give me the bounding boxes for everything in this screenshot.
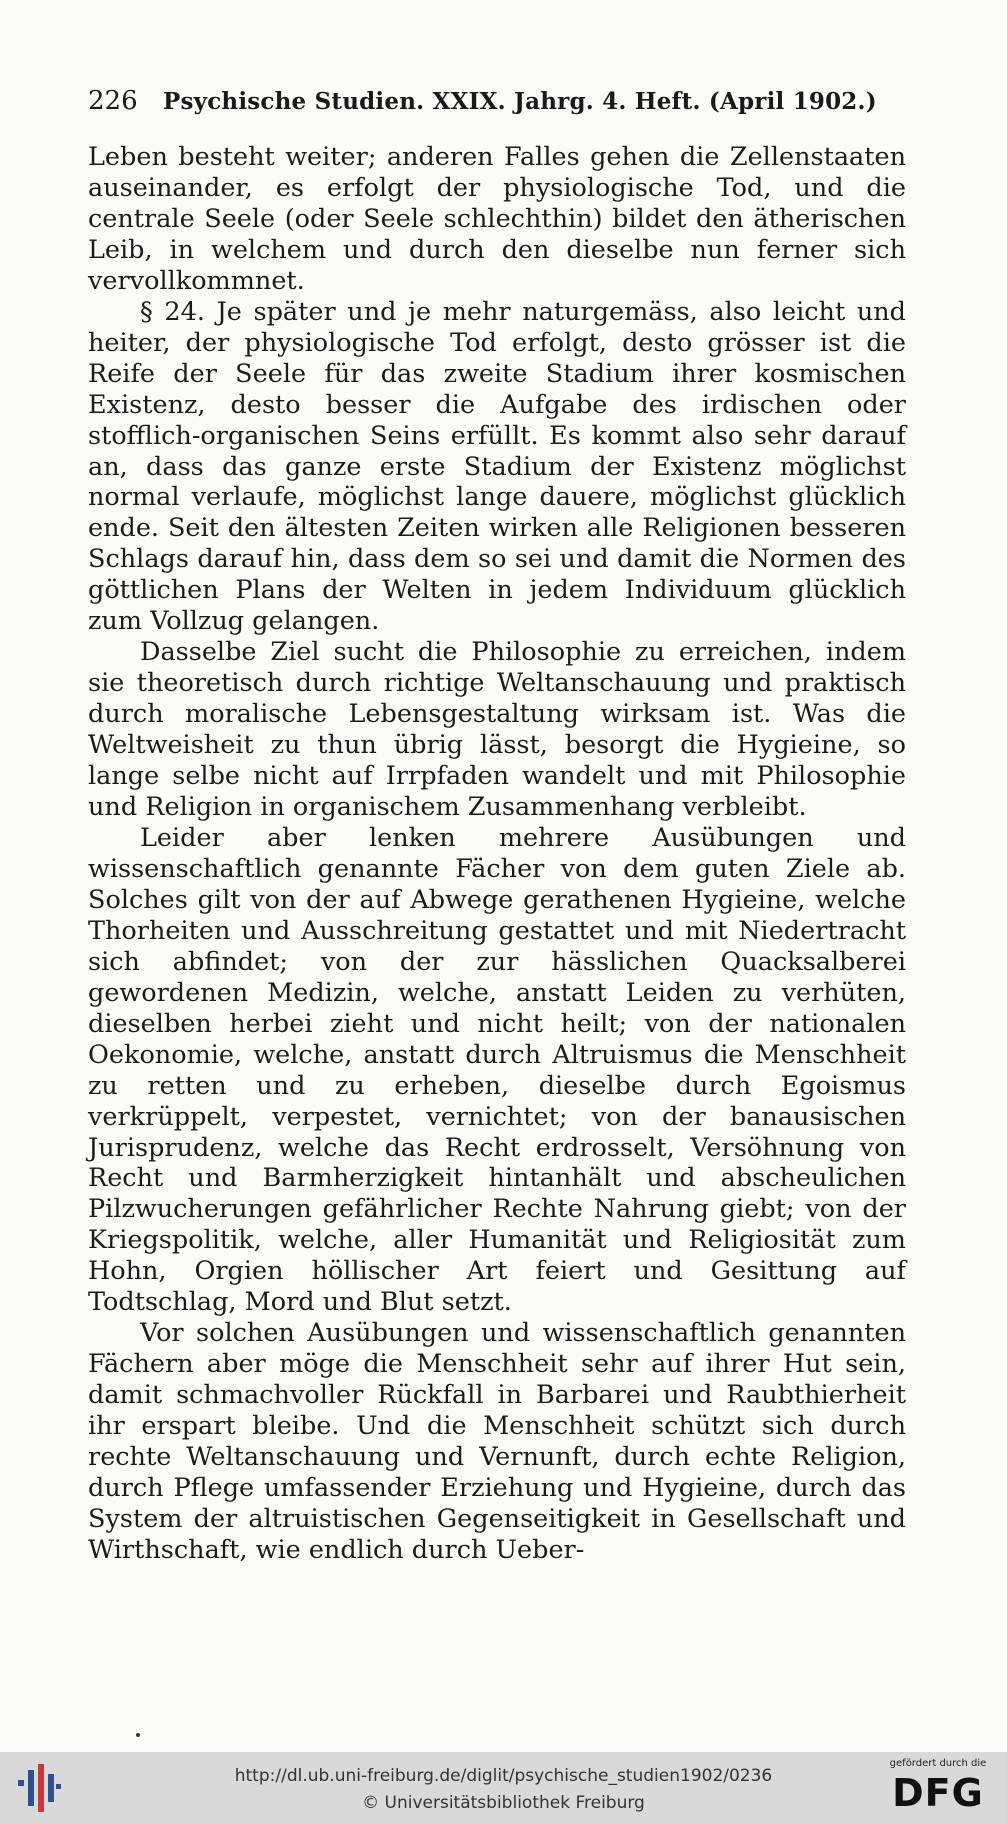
document-url-link[interactable]: http://dl.ub.uni-freiburg.de/diglit/psychische_studien1902/0236 — [234, 1766, 773, 1786]
dfg-logo — [880, 1758, 996, 1820]
page-number: 226 — [88, 86, 138, 116]
dfg-mark: DFG — [892, 1771, 984, 1815]
running-title: Psychische Studien. XXIX. Jahrg. 4. Heft. (April 1902.) — [163, 88, 877, 115]
viewer-footer — [0, 1752, 1007, 1824]
body-text — [88, 142, 906, 1566]
dfg-caption: gefördert durch die — [889, 1758, 987, 1769]
paragraph-leider: Leider aber lenken mehrere Ausübungen und wissenschaftlich genannte Fächer von dem guten Ziele ab. Solches gilt von der auf Abwege gerathenen Hygieine, welche Thorheiten und Ausschreitung gestattet und mit Niedertracht sich abfindet; von der zur hässlichen Quacksalberei gewordenen Medizin, welche, anstatt Leiden zu verhüten, dieselben herbei zieht und nicht heilt; von der nationalen Oekonomie, welche, anstatt durch Altruismus die Menschheit zu retten und zu erheben, dieselbe durch Egoismus verkrüppelt, verpestet, vernichtet; von der banausischen Jurisprudenz, welche das Recht erdrosselt, Versöhnung von Recht und Barmherzigkeit hintanhält und abscheulichen Pilzwucherungen gefährlicher Rechte Nahrung giebt; von der Kriegspolitik, welche, aller Humanität und Religiosität zum Hohn, Orgien höllischer Art feiert und Gesittung auf Todtschlag, Mord und Blut setzt. — [88, 822, 906, 1318]
page-header — [88, 82, 908, 122]
paragraph-philosophy: Dasselbe Ziel sucht die Philosophie zu erreichen, indem sie theoretisch durch richtige Weltanschauung und praktisch durch moralische Lebensgestaltung wirksam ist. Was die Weltweisheit zu thun übrig lässt, besorgt die Hygieine, so lange selbe nicht auf Irrpfaden wandelt und mit Philosophie und Religion in organischem Zusammenhang verbleibt. — [88, 637, 906, 823]
scan-speck — [136, 1733, 140, 1737]
paragraph-vor-solchen: Vor solchen Ausübungen und wissenschaftlich genannten Fächern aber möge die Menschheit sehr auf ihrer Hut sein, damit schmachvoller Rückfall in Barbarei und Raubthierheit ihr erspart bleibe. Und die Menschheit schützt sich durch rechte Weltanschauung und Vernunft, durch echte Religion, durch Pflege umfassender Erziehung und Hygieine, durch das System der altruistischen Gegenseitigkeit in Gesellschaft und Wirthschaft, wie endlich durch Ueber- — [88, 1318, 906, 1565]
paragraph-continuation: Leben besteht weiter; anderen Falles gehen die Zellenstaaten auseinander, es erfolgt der physiologische Tod, und die centrale Seele (oder Seele schlechthin) bildet den ätherischen Leib, in welchem und durch den dieselbe nun ferner sich vervollkommnet. — [88, 142, 906, 296]
copyright-notice: © Universitätsbibliothek Freiburg — [362, 1793, 645, 1813]
paragraph-section-24: § 24. Je später und je mehr naturgemäss, also leicht und heiter, der physiologische Tod erfolgt, desto grösser ist die Reife der Seele für das zweite Stadium ihrer kosmischen Existenz, desto besser die Aufgabe des irdischen oder stofflich-organischen Seins erfüllt. Es kommt also sehr darauf an, dass das ganze erste Stadium der Existenz möglichst normal verlaufe, möglichst lange dauere, möglichst glücklich ende. Seit den ältesten Zeiten wirken alle Religionen besseren Schlags darauf hin, dass dem so sei und damit die Normen des göttlichen Plans der Welten in jedem Individuum glücklich zum Vollzug gelangen. — [88, 296, 906, 637]
